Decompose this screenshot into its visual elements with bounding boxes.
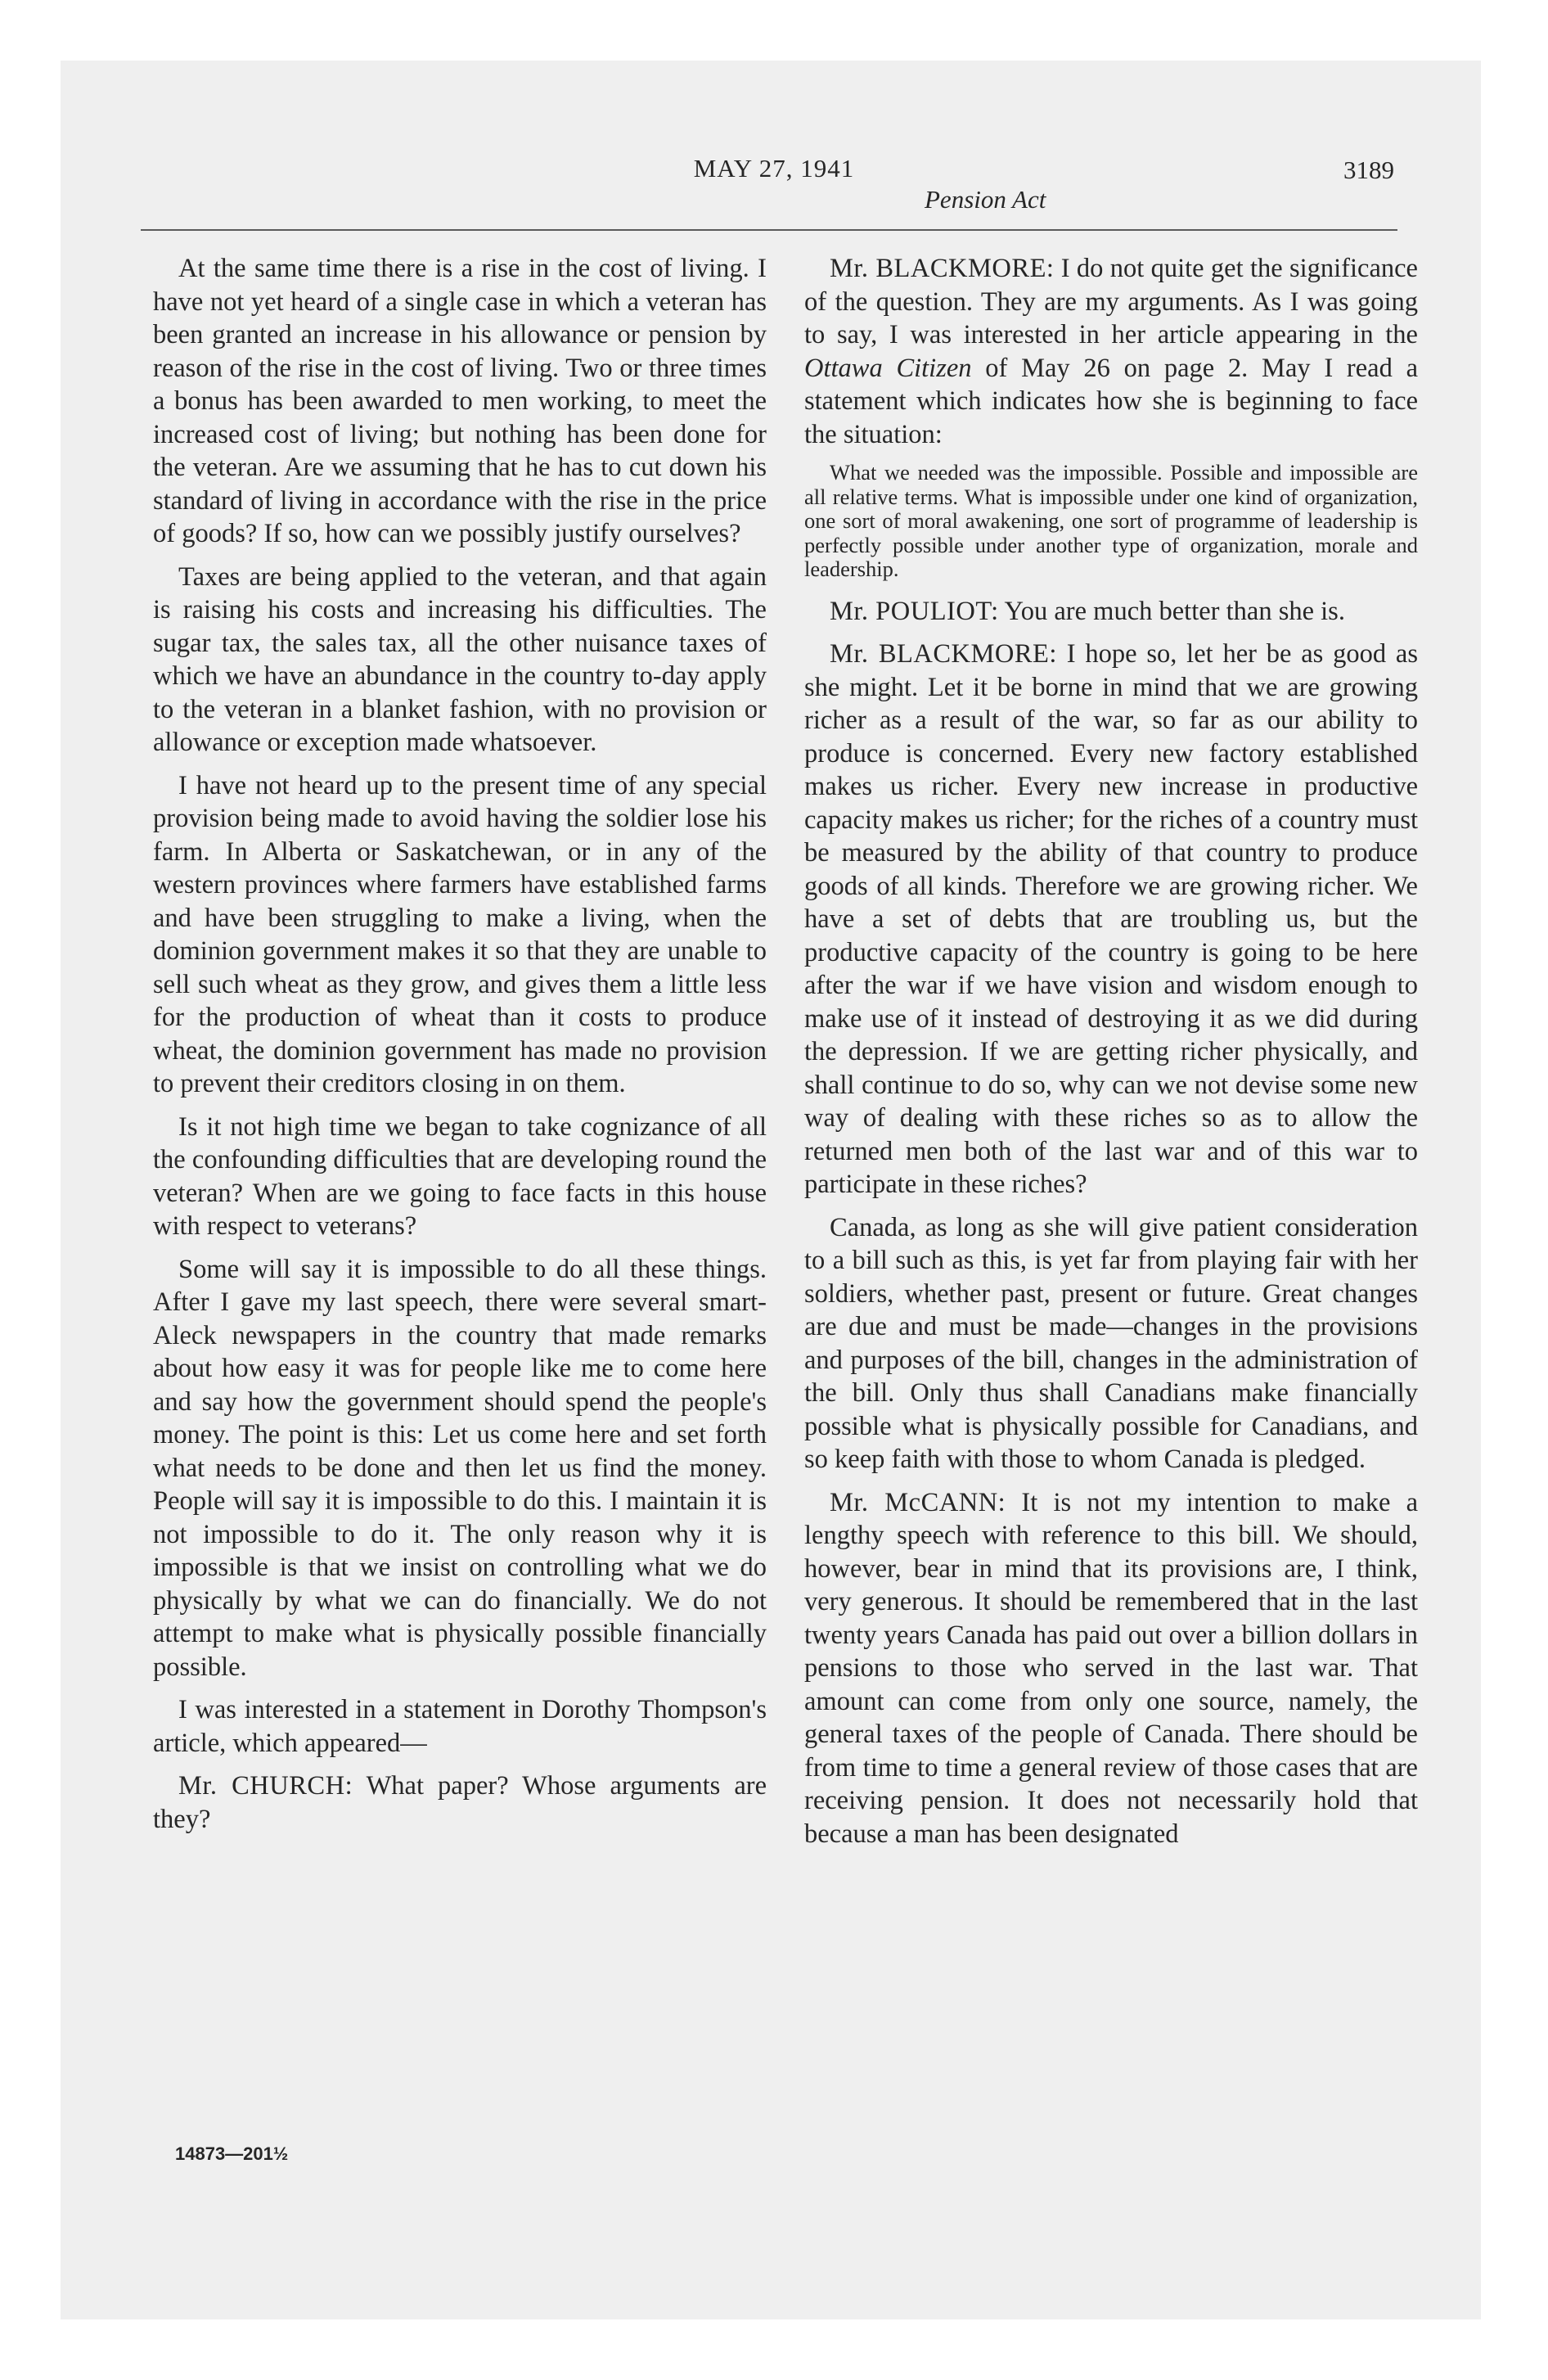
header-rule — [141, 229, 1397, 231]
signature-mark: 14873—201½ — [175, 2143, 289, 2164]
speaker-name: Mr. CHURCH: — [178, 1771, 353, 1801]
speech-text: What paper? Whose arguments are they? — [153, 1771, 767, 1834]
speech-paragraph — [804, 638, 1418, 1201]
speaker-name: Mr. BLACKMORE: — [830, 639, 1057, 669]
paragraph: Taxes are being applied to the veteran, and that again is raising his costs and increasing his difficulties. The sugar tax, the sales tax, all the other nuisance taxes of which we have an abundance in the country to-day apply to the veteran in a blanket fashion, with no provision or allowance or exception made whatsoever. — [153, 561, 767, 757]
header-date: MAY 27, 1941 — [693, 154, 855, 183]
speech-text: You are much better than she is. — [1004, 596, 1345, 626]
speaker-name: Mr. POULIOT: — [830, 596, 999, 626]
speaker-name: Mr. McCANN: — [830, 1487, 1006, 1517]
speech-paragraph — [804, 252, 1418, 451]
speech-text: I hope so, let her be as good as she might. Let it be borne in mind that we are growing richer as a result of the war, so far as our ability to produce is concerned. Every new factory established makes us richer. Every new increase in productive capacity makes us richer; for the riches of a country must be measured by the ability of that country to produce goods of all kinds. Therefore we are growing richer. We have a set of debts that are troubling us, but the productive capacity of the country is going to be here after the war if we have vision and wisdom enough to make use of it instead of destroying it as we did during the depression. If we are getting richer physically, and shall continue to do so, why can we not devise some new way of dealing with these riches so as to allow the returned men both of the last war and of this war to participate in these riches? — [804, 639, 1418, 1199]
page-number: 3189 — [1343, 156, 1394, 184]
paragraph: Some will say it is impossible to do all these things. After I gave my last speech, there were several smart-Aleck newspapers in the country that made remarks about how easy it was for people like me to come here and say how the government should spend the people's money. The point is this: Let us come here and set forth what needs to be done and then let us find the money. People will say it is impossible to do this. I maintain it is not impossible to do it. The only reason why it is impossible is that we insist on controlling what we do physically by what we can do financially. We do not attempt to make what is physically possible financially possible. — [153, 1254, 767, 1682]
paragraph: At the same time there is a rise in the cost of living. I have not yet heard of a single case in which a veteran has been granted an increase in his allowance or pension by reason of the rise in the cost of living. Two or three times a bonus has been awarded to men working, to meet the increased cost of living; but nothing has been done for the veteran. Are we assuming that he has to cut down his standard of living in accordance with the rise in the price of goods? If so, how can we possibly justify ourselves? — [153, 254, 767, 548]
left-column — [153, 252, 767, 1846]
paragraph: Is it not high time we began to take cognizance of all the confounding difficulties that are developing round the veteran? When are we going to face facts in this house with respect to veterans? — [153, 1111, 767, 1241]
speech-text: It is not my intention to make a lengthy speech with reference to this bill. We should, however, bear in mind that its provisions are, I think, very generous. It should be remembered that in the last twenty years Canada has paid out over a billion dollars in pensions to those who served in the last war. That amount can come from only one source, namely, the general taxes of the people of Canada. There should be from time to time a general review of those cases that are receiving pension. It does not necessarily hold that because a man has been designated — [804, 1487, 1419, 1849]
running-title: Pension Act — [925, 185, 1046, 214]
right-column — [804, 252, 1418, 1860]
newspaper-title: Ottawa Citizen — [804, 353, 972, 383]
paragraph: Canada, as long as she will give patient consideration to a bill such as this, is yet far from playing fair with her soldiers, whether past, present or future. Great changes are due and must be made—changes in the provisions and purposes of the bill, changes in the administration of the bill. Only thus shall Canadians make financially possible what is physically possible for Canadians, and so keep faith with those to whom Canada is pledged. — [804, 1212, 1418, 1474]
paragraph: I was interested in a statement in Dorothy Thompson's article, which appeared— — [153, 1695, 767, 1758]
speech-text: of May 26 on page 2. May I read a statement which indicates how she is beginning to face the situation: — [804, 353, 1418, 449]
paragraph: I have not heard up to the present time of any special provision being made to avoid having the soldier lose his farm. In Alberta or Saskatchewan, or in any of the western provinces where farmers have established farms and have been struggling to make a living, when the dominion government makes it so that they are unable to sell such wheat as they grow, and gives them a little less for the production of wheat than it costs to produce wheat, the dominion government has made no provision to prevent their creditors closing in on them. — [153, 770, 767, 1098]
block-quote: What we needed was the impossible. Possible and impossible are all relative terms. What is impossible under one kind of organization, one sort of moral awakening, one sort of programme of leadership is perfectly possible under another type of organization, morale and leadership. — [804, 460, 1418, 581]
speech-paragraph — [804, 1486, 1418, 1851]
speaker-name: Mr. BLACKMORE: — [830, 254, 1055, 283]
speech-paragraph — [153, 1769, 767, 1836]
speech-paragraph — [804, 595, 1418, 629]
speech-text: I do not quite get the significance of the question. They are my arguments. As I was going to say, I was interested in her article appearing in the — [804, 254, 1418, 349]
